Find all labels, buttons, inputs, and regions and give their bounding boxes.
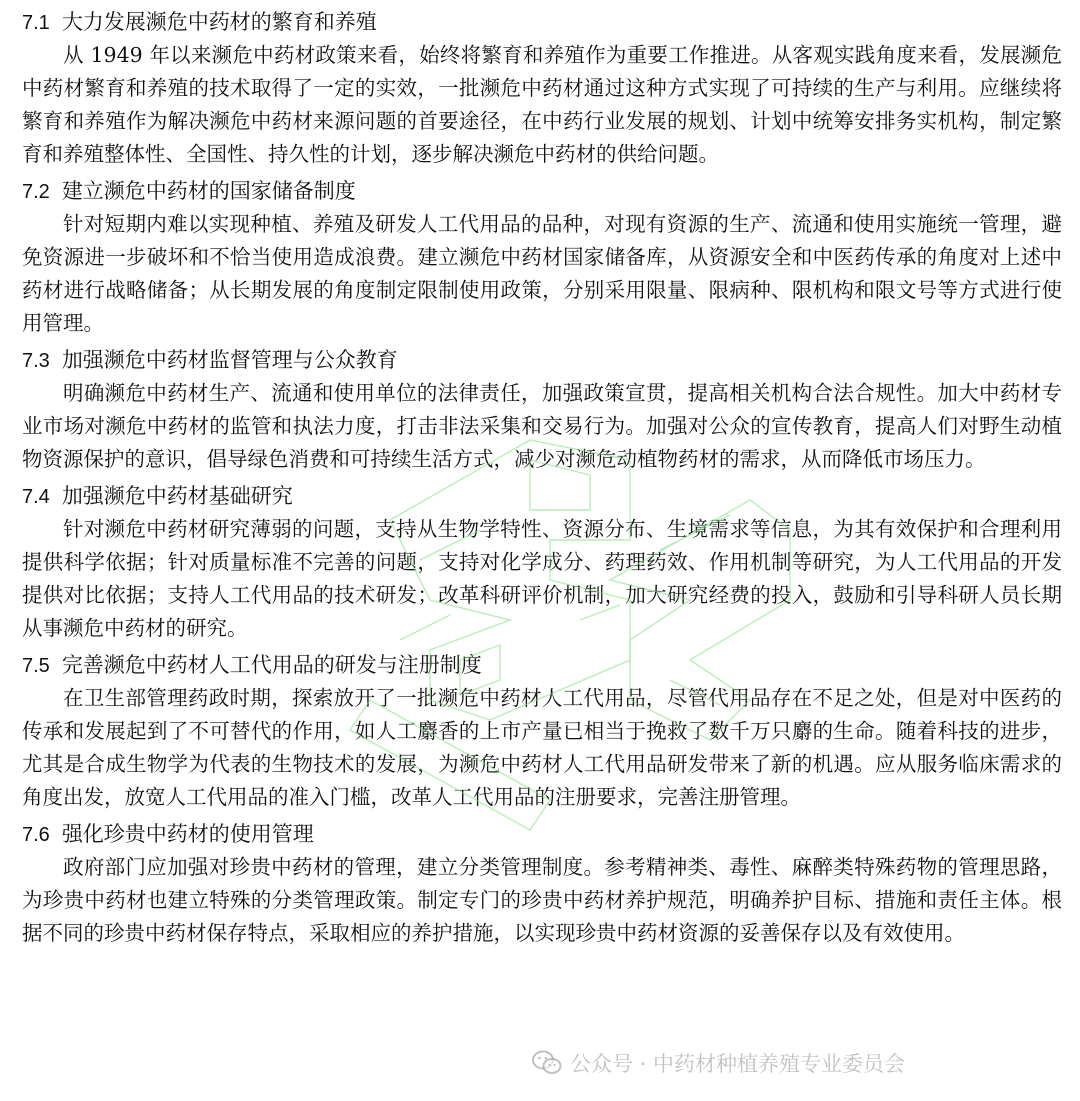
section-number: 7.1 [22,12,50,34]
section-title: 大力发展濒危中药材的繁育和养殖 [61,10,377,34]
section-paragraph: 政府部门应加强对珍贵中药材的管理，建立分类管理制度。参考精神类、毒性、麻醉类特殊药物的管理思路，为珍贵中药材也建立特殊的分类管理政策。制定专门的珍贵中药材养护规范，明确养护目标、措施和责任主体。根据不同的珍贵中药材保存特点，采取相应的养护措施，以实现珍贵中药材资源的妥善保存以及有效使用。 [22,855,1062,945]
footer-watermark-text: 公众号 · 中药材种植养殖专业委员会 [570,1052,906,1076]
section-number: 7.5 [22,655,50,677]
section-heading [22,649,1062,682]
section-paragraph: 针对短期内难以实现种植、养殖及研发人工代用品的品种，对现有资源的生产、流通和使用实施统一管理，避免资源进一步破坏和不恰当使用造成浪费。建立濒危中药材国家储备库，从资源安全和中医药传承的角度对上述中药材进行战略储备；从长期发展的角度制定限制使用政策，分别采用限量、限病种、限机构和限文号等方式进行使用管理。 [22,212,1062,335]
section-title: 完善濒危中药材人工代用品的研发与注册制度 [61,653,482,677]
section-paragraph: 在卫生部管理药政时期，探索放开了一批濒危中药材人工代用品，尽管代用品存在不足之处，但是对中医药的传承和发展起到了不可替代的作用，如人工麝香的上市产量已相当于挽救了数千万只麝的生命。随着科技的进步，尤其是合成生物学为代表的生物技术的发展，为濒危中药材人工代用品研发带来了新的机遇。应从服务临床需求的角度出发，放宽人工代用品的准入门槛，改革人工代用品的注册要求，完善注册管理。 [22,686,1062,809]
section-paragraph: 针对濒危中药材研究薄弱的问题，支持从生物学特性、资源分布、生境需求等信息，为其有效保护和合理利用提供科学依据；针对质量标准不完善的问题，支持对化学成分、药理药效、作用机制等研究，为人工代用品的开发提供对比依据；支持人工代用品的技术研发；改革科研评价机制，加大研究经费的投入，鼓励和引导科研人员长期从事濒危中药材的研究。 [22,517,1062,640]
section-7-2 [22,175,1062,340]
section-paragraph: 明确濒危中药材生产、流通和使用单位的法律责任，加强政策宣贯，提高相关机构合法合规性。加大中药材专业市场对濒危中药材的监管和执法力度，打击非法采集和交易行为。加强对公众的宣传教育，提高人们对野生动植物资源保护的意识，倡导绿色消费和可持续生活方式，减少对濒危动植物药材的需求，从而降低市场压力。 [22,381,1062,471]
section-title: 建立濒危中药材的国家储备制度 [61,179,356,203]
section-title: 加强濒危中药材监督管理与公众教育 [61,348,398,372]
section-heading [22,6,1062,39]
section-paragraph: 从 1949 年以来濒危中药材政策来看，始终将繁育和养殖作为重要工作推进。从客观实践角度来看，发展濒危中药材繁育和养殖的技术取得了一定的实效，一批濒危中药材通过这种方式实现了可持续的生产与利用。应继续将繁育和养殖作为解决濒危中药材来源问题的首要途径，在中药行业发展的规划、计划中统筹安排务实机构，制定繁育和养殖整体性、全国性、持久性的计划，逐步解决濒危中药材的供给问题。 [22,43,1062,166]
section-heading [22,175,1062,208]
section-number: 7.3 [22,350,50,372]
section-title: 加强濒危中药材基础研究 [61,484,293,508]
section-7-5 [22,649,1062,814]
section-7-4 [22,480,1062,645]
section-7-3 [22,344,1062,476]
section-number: 7.4 [22,486,50,508]
section-number: 7.2 [22,181,50,203]
document-page [22,6,1062,954]
section-7-1 [22,6,1062,171]
wechat-icon [532,1050,562,1076]
section-heading [22,480,1062,513]
footer-watermark [532,1045,905,1081]
section-heading [22,344,1062,377]
section-title: 强化珍贵中药材的使用管理 [61,822,314,846]
section-7-6 [22,818,1062,950]
section-heading [22,818,1062,851]
section-number: 7.6 [22,824,50,846]
